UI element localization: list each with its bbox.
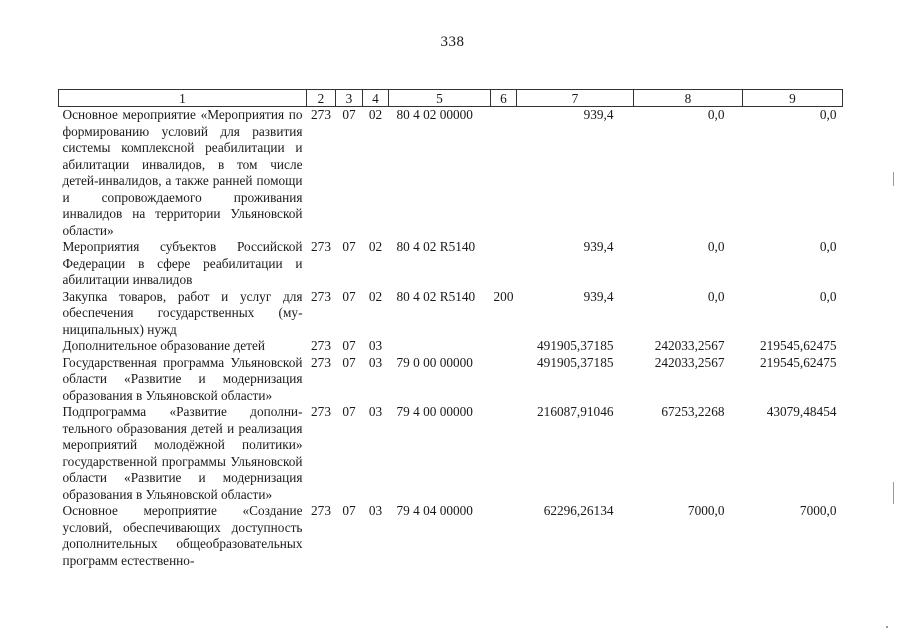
row-amount-col9: 219545,62475: [760, 338, 837, 353]
row-amount-col7: 62296,26134: [543, 503, 614, 518]
row-subsection-code: 03: [368, 354, 383, 370]
scan-speck: [886, 626, 888, 628]
row-amount-col8: 0,0: [707, 239, 725, 254]
header-col-8: 8: [634, 90, 743, 107]
row-section-code: 07: [342, 239, 356, 254]
row-target-code: 80 4 02 00000: [396, 107, 473, 122]
header-col-2: 2: [307, 90, 336, 107]
row-amount-col8: 0,0: [707, 107, 725, 122]
table-body: [59, 107, 843, 570]
row-amount-col7: 491905,37185: [537, 338, 614, 353]
row-ministry-code: 273: [311, 239, 331, 254]
row-name: Основное мероприятие «Мероприятия по формированию условий для развития системы комплексной реабилитации и абилитации инвалидов, в том числе детей-инвалидов, а также ранней помощи и сопровождаемого проживания инвалидов на территории Ульяновской области»: [62, 107, 303, 238]
row-ministry-code: 273: [311, 503, 331, 518]
header-col-1: 1: [59, 90, 307, 107]
table-row: [59, 355, 843, 405]
row-expense-type-code: [491, 404, 517, 503]
row-amount-col8: 242033,2567: [654, 354, 725, 370]
row-amount-col8: 7000,0: [687, 503, 725, 518]
row-expense-type-code: 200: [493, 288, 514, 304]
row-expense-type-code: [491, 338, 517, 355]
row-expense-type-code: [491, 239, 517, 289]
table-row: [59, 338, 843, 355]
header-col-3: 3: [336, 90, 363, 107]
table-row: [59, 503, 843, 569]
row-ministry-code: 273: [311, 288, 331, 304]
row-name: Основное мероприятие «Создание условий, обеспечивающих доступность дополнительных общеобразовательных программ естественно-: [62, 503, 303, 568]
row-target-code: 80 4 02 R5140: [396, 288, 476, 304]
row-target-code: 79 4 00 00000: [396, 404, 473, 419]
row-expense-type-code: [491, 355, 517, 405]
budget-table: [58, 89, 843, 569]
row-amount-col9: 7000,0: [799, 503, 837, 518]
table-row: [59, 239, 843, 289]
row-subsection-code: 03: [368, 503, 383, 518]
row-ministry-code: 273: [311, 338, 331, 353]
scan-speck: [893, 482, 894, 504]
row-ministry-code: 273: [311, 354, 331, 370]
row-section-code: 07: [342, 503, 356, 518]
header-col-7: 7: [517, 90, 634, 107]
row-expense-type-code: [491, 503, 517, 569]
row-ministry-code: 273: [311, 404, 331, 419]
row-target-code: 79 0 00 00000: [396, 354, 473, 370]
row-name: Дополнительное образование детей: [62, 338, 265, 353]
row-amount-col7: 216087,91046: [537, 404, 614, 419]
row-name: Закупка товаров, работ и услуг для обеспечения государственных (муниципальных) нужд: [62, 288, 303, 337]
row-amount-col9: 0,0: [819, 239, 837, 254]
table-header: [59, 90, 843, 107]
row-amount-col7: 491905,37185: [537, 354, 614, 370]
row-expense-type-code: [491, 107, 517, 240]
row-subsection-code: 03: [368, 404, 383, 419]
row-target-code: 79 4 04 00000: [396, 503, 473, 518]
row-section-code: 07: [342, 338, 356, 353]
row-name: Государственная программа Ульяновской области «Развитие и модернизация образования в Ульяновской области»: [62, 354, 303, 403]
row-amount-col8: 0,0: [707, 288, 725, 304]
row-amount-col8: 242033,2567: [654, 338, 725, 353]
row-subsection-code: 03: [368, 338, 383, 353]
row-amount-col9: 0,0: [819, 107, 837, 122]
row-target-code: 80 4 02 R5140: [396, 239, 476, 254]
row-amount-col7: 939,4: [583, 107, 614, 122]
header-col-5: 5: [389, 90, 491, 107]
row-name: Мероприятия субъектов Российской Федерации в сфере реабилитации и абилитации инвалидов: [62, 239, 303, 287]
row-subsection-code: 02: [368, 288, 383, 304]
page-number: 338: [440, 34, 465, 50]
row-amount-col8: 67253,2268: [661, 404, 725, 419]
header-col-4: 4: [363, 90, 389, 107]
row-ministry-code: 273: [311, 107, 331, 122]
header-col-9: 9: [743, 90, 843, 107]
row-name: Подпрограмма «Развитие дополнительного образования детей и реализация мероприятий молодёжной политики» государственной программы Ульяновской области «Развитие и модернизация образования в Ульяновской области»: [62, 404, 303, 502]
row-section-code: 07: [342, 404, 356, 419]
header-col-6: 6: [491, 90, 517, 107]
table-row: [59, 289, 843, 339]
row-subsection-code: 02: [368, 239, 383, 254]
row-section-code: 07: [342, 354, 356, 370]
table-row: [59, 107, 843, 240]
table-row: [59, 404, 843, 503]
row-section-code: 07: [342, 288, 356, 304]
header-row: [59, 90, 843, 107]
row-amount-col7: 939,4: [583, 239, 614, 254]
scan-speck: [893, 172, 894, 186]
row-section-code: 07: [342, 107, 356, 122]
row-subsection-code: 02: [368, 107, 383, 122]
row-amount-col9: 43079,48454: [766, 404, 837, 419]
row-target-code: [389, 338, 491, 355]
row-amount-col9: 219545,62475: [760, 354, 837, 370]
row-amount-col7: 939,4: [583, 288, 614, 304]
row-amount-col9: 0,0: [819, 288, 837, 304]
